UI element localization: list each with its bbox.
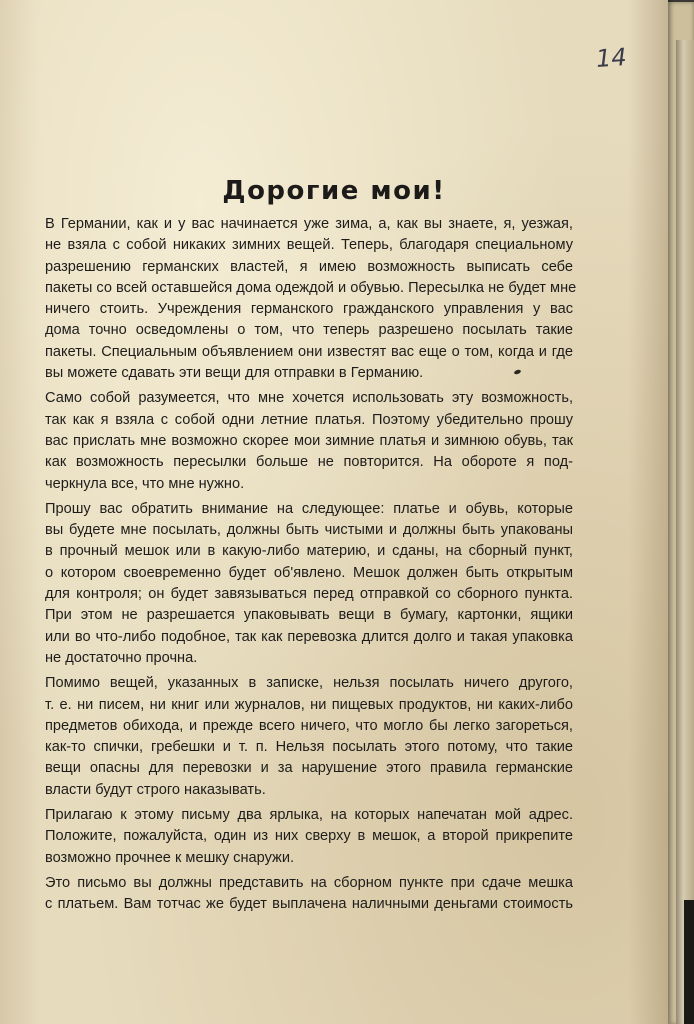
text-line: не достаточно прочна. <box>45 649 198 666</box>
text-line: вы будете мне посылать, должны быть чистыми и должны быть упакованы <box>45 522 573 539</box>
text-line: для контроля; он будет завязываться перед отправкой со сборного пункта. <box>45 586 573 603</box>
text-line: черкнула все, что мне нужно. <box>45 475 245 492</box>
handwritten-page-number: 14 <box>595 42 628 74</box>
letter-paragraph <box>31 214 577 384</box>
text-line: возможно прочнее к мешку снаружи. <box>45 849 295 866</box>
text-line: вас прислать мне возможно скорее мои зимние платья и зимнюю обувь, так <box>45 432 573 449</box>
text-line: о котором своевременно будет об'явлено. Мешок должен быть открытым <box>45 564 573 581</box>
text-line: с платьем. Вам тотчас же будет выплачена наличными деньгами стоимость <box>45 896 573 913</box>
text-line: как возможность пересылки больше не повторится. На обороте я под- <box>45 454 573 471</box>
text-line: Положите, пожалуйста, один из них сверху в мешок, а второй прикрепите <box>45 828 573 845</box>
text-line: Помимо вещей, указанных в записке, нельзя посылать ничего другого, <box>45 675 573 692</box>
text-line: т. е. ни писем, ни книг или журналов, ни пищевых продуктов, ни каких-либо <box>45 696 573 713</box>
text-line: разрешению германских властей, я имею возможность выписать себе <box>45 258 573 275</box>
text-line: так как я взяла с собой одни летние платья. Поэтому убедительно прошу <box>45 411 573 428</box>
binding-shadow <box>684 900 694 1024</box>
letter-body <box>31 214 577 920</box>
text-line: не взяла с собой никаких зимних вещей. Теперь, благодаря специальному <box>45 237 573 254</box>
text-line: ничего стоить. Учреждения германского гражданского управления у вас <box>45 301 573 318</box>
text-line: вы можете сдавать эти вещи для отправки в Германию. <box>45 365 424 382</box>
text-line: дома точно осведомлены о том, что теперь разрешено посылать такие <box>45 322 573 339</box>
letter-salutation: Дорогие мои! <box>222 176 446 206</box>
text-line: При этом не разрешается упаковывать вещи в бумагу, картонки, ящики <box>45 607 573 624</box>
letter-paragraph <box>31 673 573 801</box>
text-line: Само собой разумеется, что мне хочется использовать эту возможность, <box>45 390 573 407</box>
text-line: пакеты со всей оставшейся дома одеждой и обувью. Пересылка не будет мне <box>45 279 577 296</box>
text-line: Прилагаю к этому письму два ярлыка, на которых напечатан мой адрес. <box>45 807 573 824</box>
text-line: как-то спички, гребешки и т. п. Нельзя посылать этого потому, что такие <box>45 739 573 756</box>
text-line: пакеты. Специальным объявлением они известят вас еще о том, когда и где <box>45 343 573 360</box>
text-line: в прочный мешок или в какую-либо материю, и сданы, на сборный пункт, <box>45 543 573 560</box>
letter-paragraph <box>31 805 573 869</box>
letter-paragraph <box>31 388 573 494</box>
letter-paragraph <box>31 873 573 916</box>
text-line: власти будут строго наказывать. <box>45 781 266 798</box>
page-stack-edge <box>676 40 694 1024</box>
text-line: или во что-либо подобное, так как перевозка длится долго и такая упаковка <box>45 628 573 645</box>
text-line: Это письмо вы должны представить на сборном пункте при сдаче мешка <box>45 874 573 891</box>
text-line: Прошу вас обратить внимание на следующее: платье и обувь, которые <box>45 500 573 517</box>
letter-paragraph <box>31 499 573 669</box>
text-line: предметов обихода, и прежде всего ничего, что могло бы легко загореться, <box>45 717 573 734</box>
text-line: В Германии, как и у вас начинается уже зима, а, как вы знаете, я, уезжая, <box>45 216 573 232</box>
text-line: вещи опасны для перевозки и за нарушение этого правила германские <box>45 760 573 777</box>
